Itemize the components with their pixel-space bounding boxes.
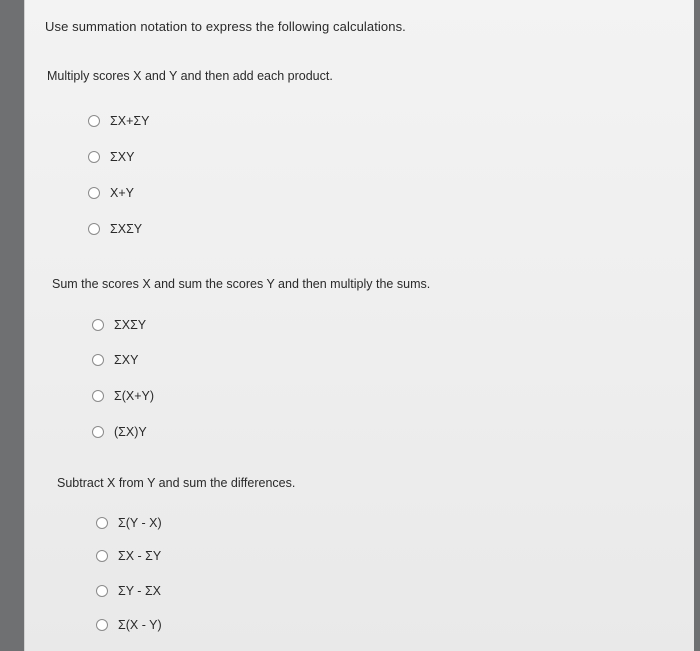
option-label: Σ(X - Y) <box>118 618 162 632</box>
radio-button-icon[interactable] <box>88 151 100 163</box>
radio-button-icon[interactable] <box>88 115 100 127</box>
question-2-prompt: Sum the scores X and sum the scores Y and then multiply the sums. <box>52 277 431 291</box>
option-label: ΣXY <box>110 150 135 164</box>
q1-option-4[interactable] <box>88 222 142 236</box>
radio-button-icon[interactable] <box>96 550 108 562</box>
q1-option-1[interactable] <box>88 114 149 128</box>
radio-button-icon[interactable] <box>96 619 108 631</box>
option-label: ΣX - ΣY <box>118 549 162 563</box>
option-label: ΣXΣY <box>114 318 147 332</box>
question-1-prompt: Multiply scores X and Y and then add each product. <box>47 69 333 83</box>
option-label: ΣXΣY <box>110 222 143 236</box>
q2-option-3[interactable] <box>92 389 154 403</box>
option-label: ΣX+ΣY <box>110 114 150 128</box>
q2-option-4[interactable] <box>92 425 147 439</box>
radio-button-icon[interactable] <box>92 426 104 438</box>
q3-option-4[interactable] <box>96 618 162 632</box>
radio-button-icon[interactable] <box>88 223 100 235</box>
instruction-text: Use summation notation to express the following calculations. <box>45 19 406 34</box>
radio-button-icon[interactable] <box>92 354 104 366</box>
option-label: Σ(X+Y) <box>114 389 155 403</box>
radio-button-icon[interactable] <box>96 585 108 597</box>
question-3-prompt: Subtract X from Y and sum the differences. <box>57 476 296 490</box>
radio-button-icon[interactable] <box>92 319 104 331</box>
radio-button-icon[interactable] <box>88 187 100 199</box>
q1-option-2[interactable] <box>88 150 134 164</box>
radio-button-icon[interactable] <box>96 517 108 529</box>
q3-option-3[interactable] <box>96 584 161 598</box>
option-label: (ΣX)Y <box>114 425 147 439</box>
option-label: ΣXY <box>114 353 139 367</box>
q2-option-1[interactable] <box>92 318 146 332</box>
option-label: Σ(Y - X) <box>118 516 162 530</box>
q3-option-1[interactable] <box>96 516 162 530</box>
radio-button-icon[interactable] <box>92 390 104 402</box>
option-label: ΣY - ΣX <box>118 584 162 598</box>
option-label: X+Y <box>110 186 134 200</box>
q1-option-3[interactable] <box>88 186 134 200</box>
q2-option-2[interactable] <box>92 353 138 367</box>
q3-option-2[interactable] <box>96 549 161 563</box>
